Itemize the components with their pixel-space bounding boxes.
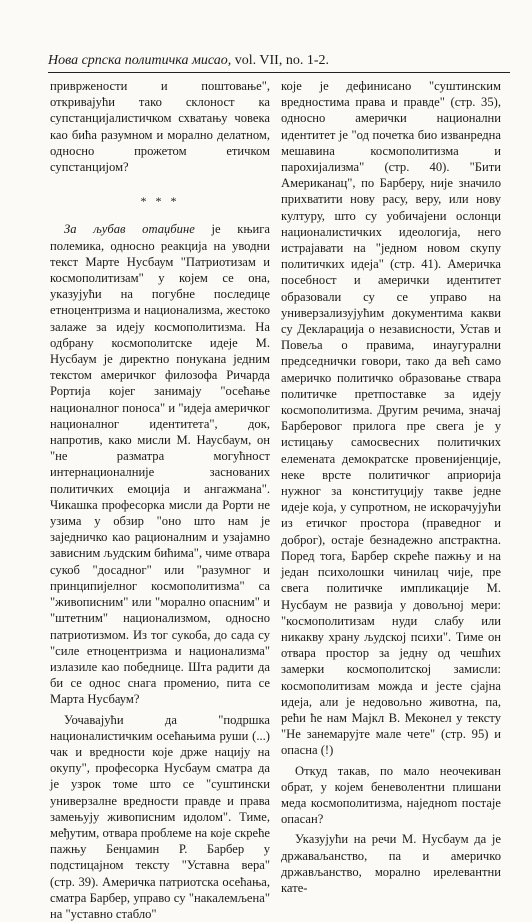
- right-paragraph-3: Указујући на речи М. Нусбаум да је државаљанство, па и америчко држављанство, морално ирелевантни кате-: [281, 832, 501, 895]
- left-paragraph-2-body: је књига полемика, односно реакција на уводни текст Марте Нусбаум "Патриотизам и космополитизам" у којем се она, указујући на погубне последице етноцентризма и национализма, жестоко залаже за идеју космополитизма. На одбрану космополитске идеје М. Нусбаум је директно понукана једним текстом америчког филозофа Ричарда Рортија којег занимају "осећање националног поноса" и "идеја америчког националног идентитета", док, напротив, како мисли М. Наусбаум, он "не разматра могућност интернационалније заснованих политичких емоција и ангажмана". Чикашка професорка мисли да Рорти не узима у обзир "оно што нам је заједничко као рационалним и узајамно зависним људским бићима", чиме отвара сукоб "досадног" или "разумног и принципијелног космополитизма" са "живописним" или "морално опасним" и "штетним" национализмом, односно патриотизмом. Из тог сукоба, до сада су "силе етноцентризма и национализма" излазиле као победнице. Шта радити да би се однос снага променио, пита се Марта Нусбаум?: [50, 222, 270, 707]
- left-paragraph-2: [50, 221, 270, 707]
- right-paragraph-2: Откуд такав, по мало неочекиван обрат, у којем беневолентни плишани меда космополитизма, наједнom постаје опасан?: [281, 763, 501, 827]
- journal-volume: vol. VII, no. 1-2.: [234, 53, 329, 68]
- header-rule: [48, 72, 510, 73]
- running-header: [48, 52, 508, 69]
- left-column: [50, 78, 270, 922]
- left-paragraph-3: Уочавајући да "подршка националистичким осећањима руши (...) чак и вредности које држе нацију на окупу", професорка Нусбаум сматра да је узрок томе што се "суштински универзалне вредности правде и права замењују живописним идолом". Тиме, међутим, отвара проблеме на које скреће пажњу Бенџамин Р. Барбер у подстицајном тексту "Уставна вера" (стр. 39). Америчка патриотска осећања, сматра Барбер, управо су "накалемљена" на "уставно стабло": [50, 712, 270, 921]
- right-column: [281, 78, 501, 896]
- journal-title: Нова српска политичка мисао,: [48, 53, 232, 68]
- right-paragraph-1: које је дефинисано "суштинским вредностима права и правде" (стр. 35), односно амерички национални идентитет је "од почетка био изванредна мешавина космополитизма и парохијализма" (стр. 40). "Бити Американац", по Барберу, није значило прихватити нову расу, веру, или нову културу, што су уобичајени ослонци националистичких идеологија, него истрајавати на "једном новом скупу политичких идеја" (стр. 41). Америчка посебност и амерички идентитет образовали су се управо на универзализујућим документима какви су Декларација о независности, Устав и Повеља о правима, инаугурални председнички говори, тако да већ само америчко политичко образовање ствара политичке претпоставке за идеју космополитизма. Другим речима, значај Барберовог прилога пре свега је у истицању самосвесних политичких елемената демократске провенијенције, неке врсте политичког априорија нужног за конституцију такве једне идеје која, у супротном, не искорачујући из етичког простора (праведног и доброг), остаје безнадежно апстрактна. Поред тога, Барбер скреће пажњу и на један психолошки чинилац чије, пре свега политичке импликације М. Нусбаум не развија у довољној мери: "космополитизам нуди слабу или никакву храну људској психи". Тиме он отвара простор за једну од чешћих замерки космополитској замисли: космополитизам можда и јесте сјајна идеја, али је недовољно животна, па, рећи ће нам Мајкл В. Меконел у тексту "Не занемарујте мале чете" (стр. 95) и опасна (!): [281, 79, 501, 758]
- section-separator: * * *: [140, 194, 180, 209]
- book-title: За љубав отаџбине: [64, 222, 195, 237]
- left-paragraph-1: привржености и поштовање", откривајући тако склоност ка супстанцијалистичком схватању човека као бића разумном и морално делатном, односно прожетом етичком супстанцијом?: [50, 79, 270, 175]
